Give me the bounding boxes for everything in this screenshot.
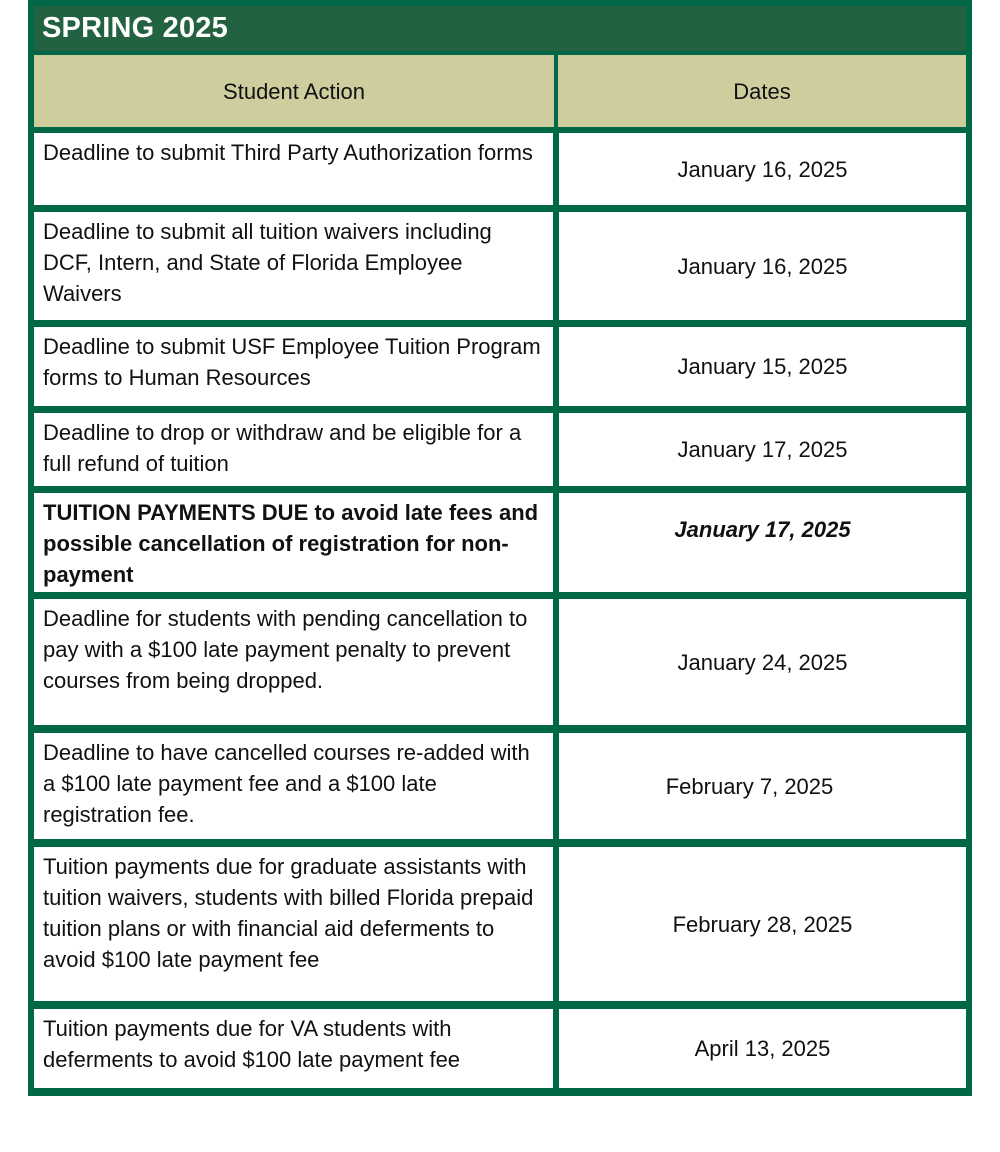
table-row-action: Deadline to drop or withdraw and be eligible for a full refund of tuition [34,413,553,486]
table-row-date-emphasized: January 17, 2025 [559,493,966,565]
table-row-action: Tuition payments due for graduate assistants with tuition waivers, students with billed Florida prepaid tuition plans or with financial aid deferments to avoid $100 late payment fee [34,847,553,1001]
column-header-student-action: Student Action [34,55,554,127]
table-row-action: Deadline to submit USF Employee Tuition Program forms to Human Resources [34,327,553,406]
table-row-date: April 13, 2025 [559,1009,966,1088]
table-row-date: January 15, 2025 [559,327,966,406]
table-row-action: Deadline for students with pending cancellation to pay with a $100 late payment penalty to prevent courses from being dropped. [34,599,553,725]
table-row-date-filler [559,565,966,592]
table-row-action: Deadline to submit all tuition waivers including DCF, Intern, and State of Florida Employee Waivers [34,212,553,320]
table-title: SPRING 2025 [34,6,966,51]
table-row-date: January 17, 2025 [559,413,966,486]
table-row-date: February 7, 2025 [559,733,966,839]
table-row-action-emphasized: TUITION PAYMENTS DUE to avoid late fees and possible cancellation of registration for non-payment [34,493,553,592]
table-row-action: Deadline to have cancelled courses re-added with a $100 late payment fee and a $100 late registration fee. [34,733,553,839]
table-row-action: Tuition payments due for VA students with deferments to avoid $100 late payment fee [34,1009,553,1088]
column-header-dates: Dates [558,55,966,127]
table-row-date: February 28, 2025 [559,847,966,1001]
schedule-table [28,0,972,1096]
table-row-date: January 16, 2025 [559,212,966,320]
table-row-action: Deadline to submit Third Party Authorization forms [34,133,553,205]
table-row-date: January 16, 2025 [559,133,966,205]
table-row-date: January 24, 2025 [559,599,966,725]
